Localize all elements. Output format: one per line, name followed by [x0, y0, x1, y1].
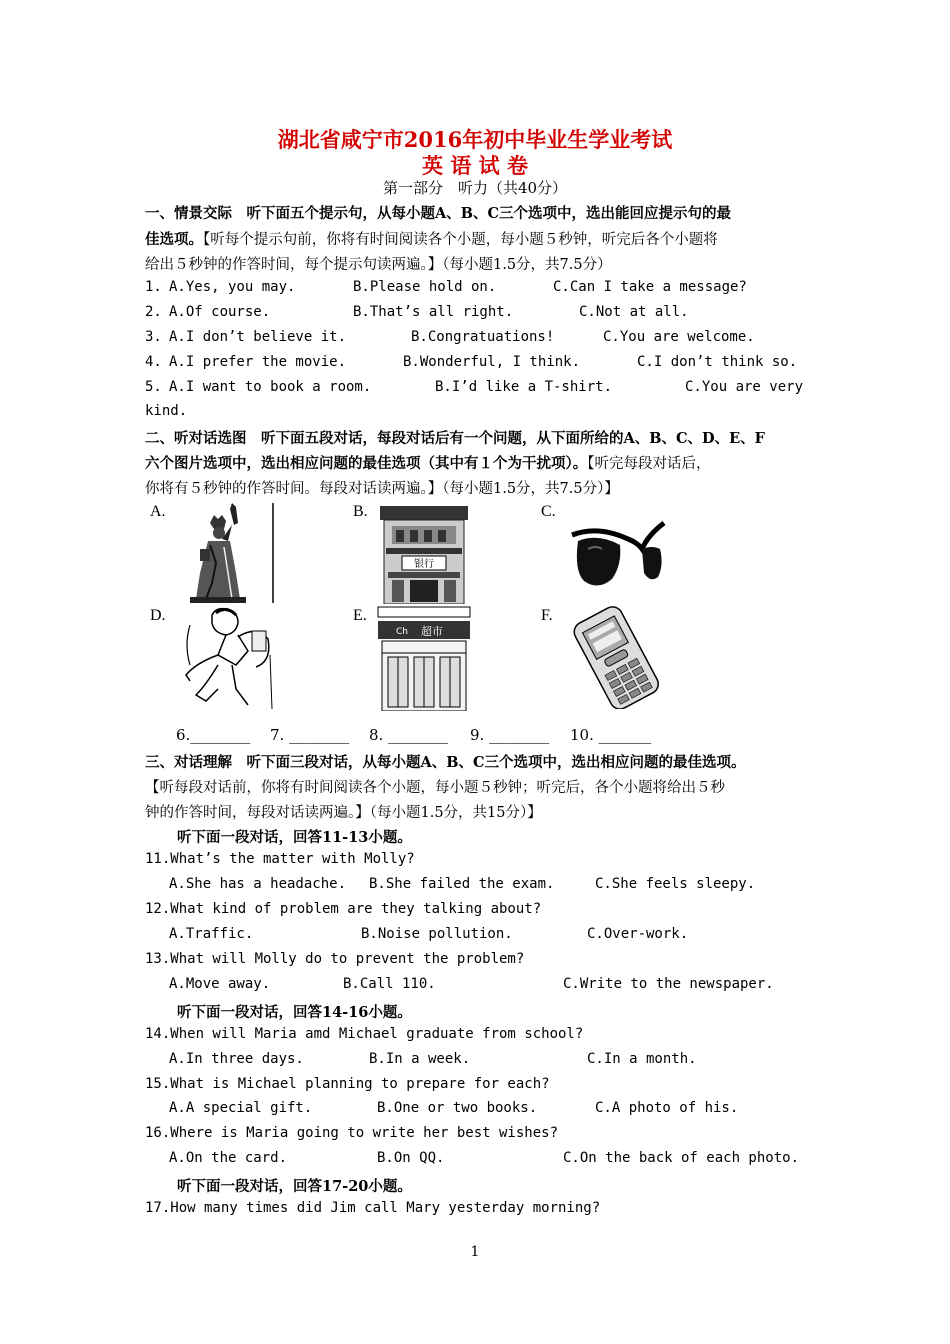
supermarket-icon — [374, 605, 474, 715]
question-13: 13.What will Molly do to prevent the problem? — [145, 951, 525, 967]
question-17: 17.How many times did Jim call Mary yesterday morning? — [145, 1200, 601, 1216]
section3-instructions-cont: 钟的作答时间，每段对话读两遍。】（每小题1.5分，共15分）】 — [145, 805, 542, 821]
mobile-phone-icon — [568, 605, 668, 713]
answer-blank-9[interactable]: 9. ________ — [470, 726, 550, 744]
dialogue-group-1-heading: 听下面一段对话，回答11-13小题。 — [177, 829, 412, 846]
dialogue-group-3-heading: 听下面一段对话，回答17-20小题。 — [177, 1178, 412, 1195]
picture-label-c: C. — [541, 503, 556, 520]
svg-text:银行: 银行 — [414, 559, 434, 570]
answer-blank-10[interactable]: 10. _______ — [570, 726, 652, 744]
picture-label-a: A. — [150, 503, 166, 520]
picture-label-d: D. — [150, 607, 166, 624]
section1-instructions-cont: 给出５秒钟的作答时间，每个提示句读两遍。】（每小题1.5分，共7.5分） — [145, 257, 612, 273]
bank-building-icon — [374, 502, 474, 608]
section2-instructions: 六个图片选项中，选出相应问题的最佳选项（其中有１个为干扰项）。【听完每段对话后， — [145, 455, 711, 472]
dialogue-group-2-heading: 听下面一段对话，回答14-16小题。 — [177, 1004, 412, 1021]
exam-subtitle: 英 语 试 卷 — [422, 153, 528, 178]
statue-of-liberty-icon — [170, 503, 280, 607]
answer-blank-6[interactable]: 6.________ — [176, 726, 251, 744]
section2-heading: 二、听对话选图 听下面五段对话，每段对话后有一个问题，从下面所给的A、B、C、D、E、F — [145, 430, 765, 447]
question-14: 14.When will Maria amd Michael graduate from school? — [145, 1026, 584, 1042]
answer-blank-7[interactable]: 7. ________ — [270, 726, 350, 744]
exam-page: 湖北省咸宁市2016年初中毕业生学业考试 英 语 试 卷 第一部分 听力（共40分） 一、情景交际 听下面五个提示句，从每小题A、B、C三个选项中，选出能回应提示句的最 佳选项。【听每个提示句前，你将有时间阅读各个小题，每小题５秒钟，听完后各个小题将 给出５秒钟的作答时间，每个提示句读两遍。】（每小题1.5分，共7.5分） 1. A.Yes, you may. B.Please hold on. C.Can I take a message? 2. A.Of course. B.That’s all right. C.Not at all. 3. A.I don’t believe it. B.Congratuations! C.You are welcome. 4. A.I prefer the movie. B.Wonderful, I think. C.I don’t think so. 5. A.I want to book a room. B.I’d like a T-shirt. C.You are very kind. 二、听对话选图 听下面五段对话，每段对话后有一个问题，从下面所给的A、B、C、D、E、F 六个图片选项中，选出相应问题的最佳选项（其中有１个为干扰项）。【听完每段对话后， 你将有５秒钟的作答时间。每段对话读两遍。】（每小题1.5分，共7.5分）】 A. B. 银行 C. D. E. Ch 超市 F. 6.________ 7. ________ 8. ________ 9. ________ 10. _______ 三、对话理解 听下面三段对话，从每小题A、B、C三个选项中，选出相应问题的最佳选项。 【听每段对话前，你将有时间阅读各个小题，每小题５秒钟；听完后，各个小题将给出５秒 钟的作答时间，每段对话读两遍。】（每小题1.5分，共15分）】 听下面一段对话，回答11-13小题。 11.What’s the matter with Molly? A.She has a headache. B.She failed the exam. C.She feels sleepy. 12.What kind of problem are they talking about? A.Traffic. B.Noise pollution. C.Over-work. 13.What will Molly do to prevent the problem? A.Move away. B.Call 110. C.Write to the newspaper. 听下面一段对话，回答14-16小题。 14.When will Maria amd Michael graduate from school? A.In three days. B.In a week. C.In a month. 15.What is Michael planning to prepare for each? A.A special gift. B.One or two books. C.A photo of his. 16.Where is Maria going to write her best wishes? A.On the card. B.On QQ. C.On the back of each photo. 听下面一段对话，回答17-20小题。 17.How many times did Jim call Mary yesterday morning? 1 — [0, 0, 950, 1344]
section1-instructions: 佳选项。【听每个提示句前，你将有时间阅读各个小题，每小题５秒钟，听完后各个小题将 — [145, 231, 718, 248]
section3-instructions: 【听每段对话前，你将有时间阅读各个小题，每小题５秒钟；听完后，各个小题将给出５秒 — [145, 780, 725, 796]
question-5-continued: kind. — [145, 403, 188, 419]
picture-label-e: E. — [353, 607, 367, 624]
question-16: 16.Where is Maria going to write her best wishes? — [145, 1125, 559, 1141]
svg-text:Ch: Ch — [396, 627, 408, 637]
exam-title: 湖北省咸宁市2016年初中毕业生学业考试 — [277, 127, 673, 152]
svg-text:超市: 超市 — [421, 625, 443, 638]
injured-person-icon — [176, 605, 276, 717]
picture-label-f: F. — [541, 607, 553, 624]
answer-blank-8[interactable]: 8. ________ — [369, 726, 449, 744]
sunglasses-icon — [568, 515, 668, 599]
picture-label-b: B. — [353, 503, 368, 520]
part-heading: 第一部分 听力（共40分） — [382, 179, 568, 197]
question-12: 12.What kind of problem are they talking about? — [145, 901, 542, 917]
question-15: 15.What is Michael planning to prepare for each? — [145, 1076, 550, 1092]
section1-heading: 一、情景交际 听下面五个提示句，从每小题A、B、C三个选项中，选出能回应提示句的最 — [145, 205, 732, 222]
section2-instructions-cont: 你将有５秒钟的作答时间。每段对话读两遍。】（每小题1.5分，共7.5分）】 — [145, 481, 619, 497]
page-number: 1 — [470, 1244, 480, 1260]
question-11: 11.What’s the matter with Molly? — [145, 851, 415, 867]
section3-heading: 三、对话理解 听下面三段对话，从每小题A、B、C三个选项中，选出相应问题的最佳选项。 — [145, 754, 746, 771]
